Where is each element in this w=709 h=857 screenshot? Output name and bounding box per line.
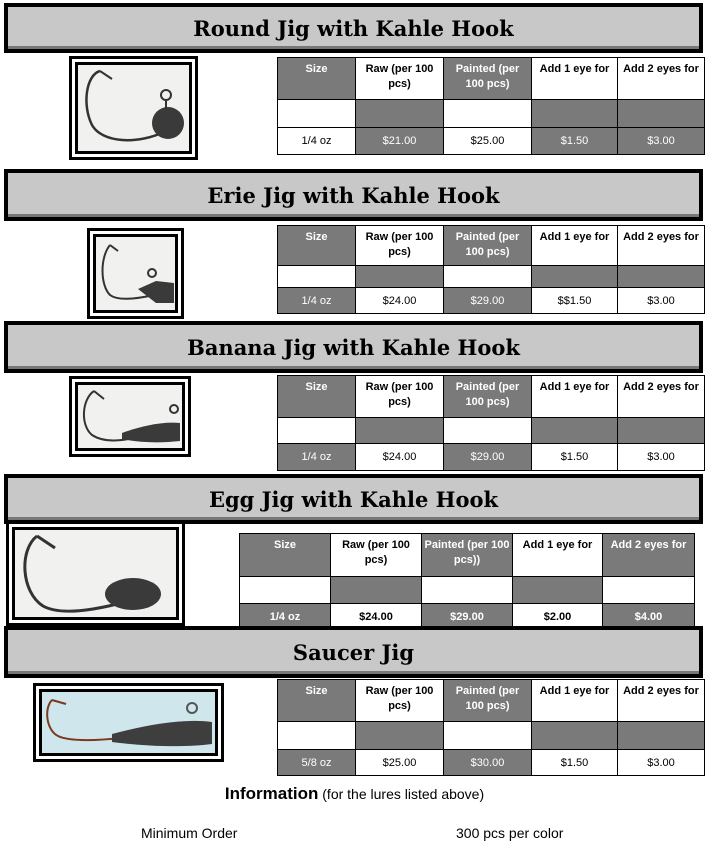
section-header-round-jig xyxy=(4,3,703,53)
header-two-eyes: Add 2 eyes for xyxy=(618,58,705,100)
header-two-eyes: Add 2 eyes for xyxy=(603,534,695,577)
cell-raw: $21.00 xyxy=(356,128,444,155)
header-one-eye: Add 1 eye for xyxy=(513,534,603,577)
header-size: Size xyxy=(240,534,331,577)
information-subtitle: (for the lures listed above) xyxy=(322,786,485,802)
section-header-saucer-jig xyxy=(4,626,703,678)
header-raw: Raw (per 100 pcs) xyxy=(356,680,444,722)
cell-painted: $29.00 xyxy=(422,604,513,630)
section-title: Erie Jig with Kahle Hook xyxy=(207,182,500,208)
banana-jig-image xyxy=(69,376,191,457)
egg-jig-image xyxy=(6,521,185,626)
cell-painted: $29.00 xyxy=(444,288,532,314)
saucer-jig-image xyxy=(33,683,224,762)
header-two-eyes: Add 2 eyes for xyxy=(618,680,705,722)
section-title: Banana Jig with Kahle Hook xyxy=(187,334,520,360)
header-raw: Raw (per 100 pcs) xyxy=(356,226,444,266)
header-raw: Raw (per 100 pcs) xyxy=(356,376,444,418)
section-title: Saucer Jig xyxy=(292,639,415,665)
cell-two-eyes: $3.00 xyxy=(618,750,705,776)
saucer-jig-icon xyxy=(42,692,215,753)
price-table-round-jig xyxy=(277,57,705,155)
header-one-eye: Add 1 eye for xyxy=(532,58,618,100)
cell-one-eye: $$1.50 xyxy=(532,288,618,314)
min-order-label: Minimum Order xyxy=(141,825,238,841)
cell-two-eyes: $3.00 xyxy=(618,288,705,314)
egg-jig-icon xyxy=(15,530,176,617)
section-header-banana-jig xyxy=(4,321,703,373)
header-size: Size xyxy=(278,58,356,100)
cell-one-eye: $1.50 xyxy=(532,128,618,155)
header-size: Size xyxy=(278,226,356,266)
header-one-eye: Add 1 eye for xyxy=(532,376,618,418)
header-painted: Painted (per 100 pcs) xyxy=(444,58,532,100)
header-raw: Raw (per 100 pcs) xyxy=(356,58,444,100)
banana-jig-icon xyxy=(78,385,182,448)
cell-size: 5/8 oz xyxy=(278,750,356,776)
header-two-eyes: Add 2 eyes for xyxy=(618,226,705,266)
cell-one-eye: $1.50 xyxy=(532,444,618,471)
header-one-eye: Add 1 eye for xyxy=(532,680,618,722)
header-size: Size xyxy=(278,376,356,418)
erie-jig-image xyxy=(87,228,184,319)
price-table-erie-jig xyxy=(277,225,705,314)
header-painted: Painted (per 100 pcs)) xyxy=(422,534,513,577)
cell-painted: $25.00 xyxy=(444,128,532,155)
round-jig-image xyxy=(69,56,198,160)
header-painted: Painted (per 100 pcs) xyxy=(444,680,532,722)
price-table-banana-jig xyxy=(277,375,705,471)
round-jig-icon xyxy=(78,65,189,151)
header-size: Size xyxy=(278,680,356,722)
cell-size: 1/4 oz xyxy=(240,604,331,630)
erie-jig-icon xyxy=(96,237,175,310)
cell-raw: $25.00 xyxy=(356,750,444,776)
price-table-saucer-jig xyxy=(277,679,705,776)
header-painted: Painted (per 100 pcs) xyxy=(444,226,532,266)
section-header-erie-jig xyxy=(4,169,703,221)
header-two-eyes: Add 2 eyes for xyxy=(618,376,705,418)
cell-two-eyes: $3.00 xyxy=(618,444,705,471)
price-table-egg-jig xyxy=(239,533,695,630)
section-title: Egg Jig with Kahle Hook xyxy=(208,486,499,512)
header-raw: Raw (per 100 pcs) xyxy=(331,534,422,577)
cell-two-eyes: $4.00 xyxy=(603,604,695,630)
section-header-egg-jig xyxy=(4,474,703,524)
cell-painted: $30.00 xyxy=(444,750,532,776)
header-painted: Painted (per 100 pcs) xyxy=(444,376,532,418)
cell-raw: $24.00 xyxy=(331,604,422,630)
information-heading xyxy=(0,784,709,804)
cell-painted: $29.00 xyxy=(444,444,532,471)
cell-size: 1/4 oz xyxy=(278,444,356,471)
section-title: Round Jig with Kahle Hook xyxy=(193,15,514,41)
cell-size: 1/4 oz xyxy=(278,288,356,314)
cell-raw: $24.00 xyxy=(356,288,444,314)
cell-one-eye: $2.00 xyxy=(513,604,603,630)
cell-two-eyes: $3.00 xyxy=(618,128,705,155)
min-order-value: 300 pcs per color xyxy=(456,825,564,841)
cell-size: 1/4 oz xyxy=(278,128,356,155)
header-one-eye: Add 1 eye for xyxy=(532,226,618,266)
cell-raw: $24.00 xyxy=(356,444,444,471)
cell-one-eye: $1.50 xyxy=(532,750,618,776)
information-title: Information xyxy=(224,784,319,803)
